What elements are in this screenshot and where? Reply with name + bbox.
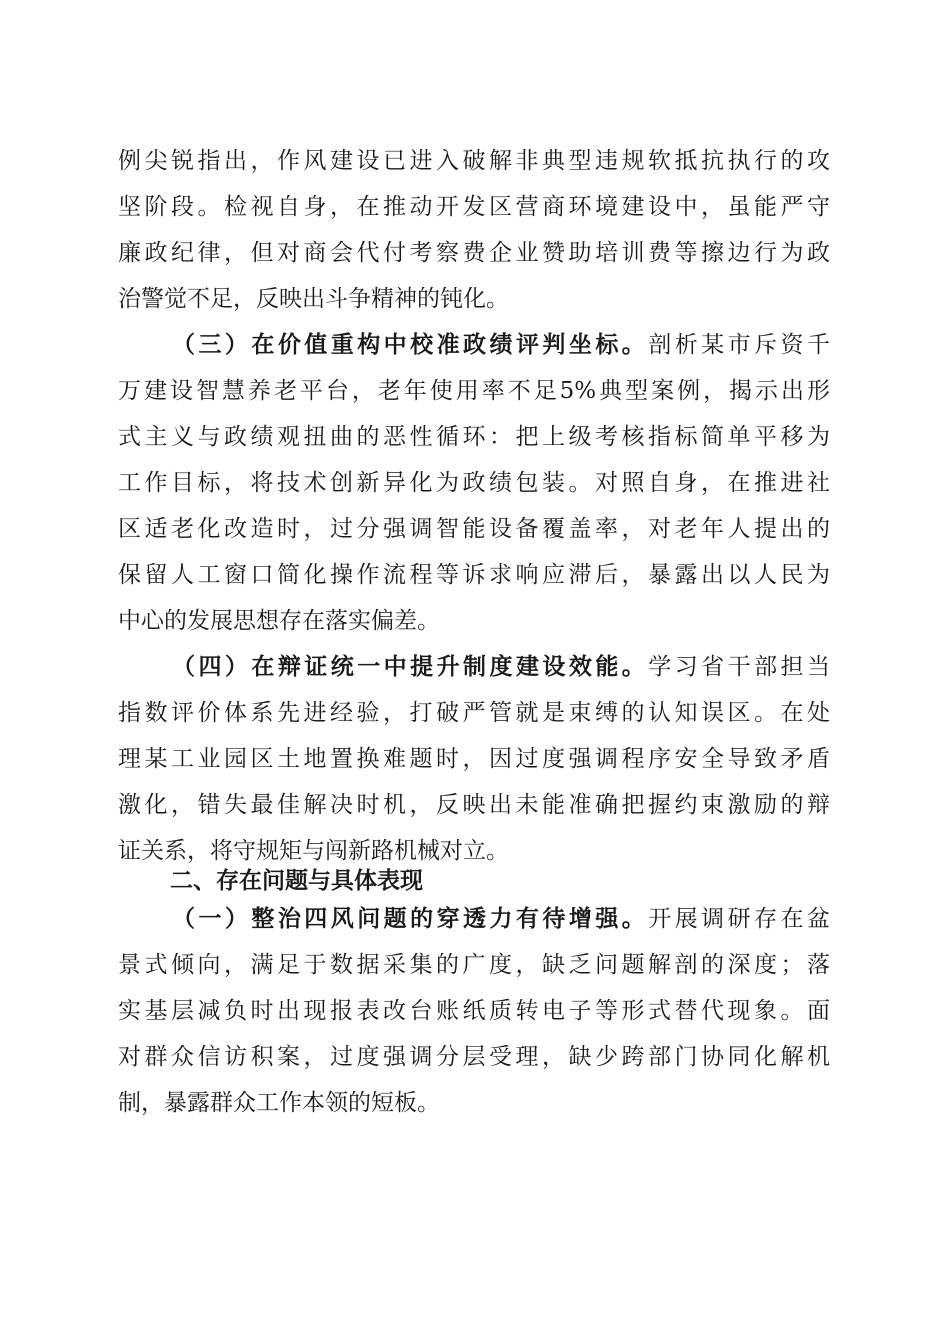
para2-line-6: 保留人工窗口简化操作流程等诉求响应滞后，暴露出以人民为: [118, 562, 830, 588]
para3-line-5: 证关系，将守规矩与闯新路机械对立。: [118, 838, 509, 864]
para3-line-4: 激化，错失最佳解决时机，反映出未能准确把握约束激励的辩: [118, 792, 830, 818]
para2-line-4: 工作目标，将技术创新异化为政绩包装。对照自身，在推进社: [118, 470, 830, 496]
para4-lead-rest: 开展调研存在盆: [648, 906, 831, 932]
para1-line-4: 治警觉不足，反映出斗争精神的钝化。: [118, 286, 509, 312]
para2-line-7: 中心的发展思想存在落实偏差。: [118, 608, 440, 634]
para2-line-5: 区适老化改造时，过分强调智能设备覆盖率，对老年人提出的: [118, 516, 830, 542]
para2-line-3: 式主义与政绩观扭曲的恶性循环：把上级考核指标简单平移为: [118, 424, 830, 450]
para1-line-3: 廉政纪律，但对商会代付考察费企业赞助培训费等擦边行为政: [118, 240, 830, 266]
para3-first-line: [172, 647, 830, 687]
para2-line-2: 万建设智慧养老平台，老年使用率不足5%典型案例，揭示出形: [118, 378, 830, 404]
para2-lead-heading: （三）在价值重构中校准政绩评判坐标。: [172, 331, 649, 358]
para4-line-4: 对群众信访积案，过度强调分层受理，缺少跨部门协同化解机: [118, 1044, 830, 1070]
para3-line-3: 理某工业园区土地置换难题时，因过度强调程序安全导致矛盾: [118, 746, 830, 772]
section-heading: 二、存在问题与具体表现: [170, 868, 423, 894]
para4-line-2: 景式倾向，满足于数据采集的广度，缺乏问题解剖的深度；落: [118, 952, 830, 978]
para3-lead-heading: （四）在辩证统一中提升制度建设效能。: [172, 653, 649, 680]
para3-lead-rest: 学习省干部担当: [648, 654, 831, 680]
para2-first-line: [172, 325, 830, 365]
para2-lead-rest: 剖析某市斥资千: [648, 332, 831, 358]
para1-line-2: 坚阶段。检视自身，在推动开发区营商环境建设中，虽能严守: [118, 194, 830, 220]
para4-line-5: 制，暴露群众工作本领的短板。: [118, 1090, 440, 1116]
para1-line-1: 例尖锐指出，作风建设已进入破解非典型违规软抵抗执行的攻: [118, 148, 830, 174]
para3-line-2: 指数评价体系先进经验，打破严管就是束缚的认知误区。在处: [118, 700, 830, 726]
para4-line-3: 实基层减负时出现报表改台账纸质转电子等形式替代现象。面: [118, 998, 830, 1024]
para4-lead-heading: （一）整治四风问题的穿透力有待增强。: [172, 905, 649, 932]
para4-first-line: [172, 899, 830, 939]
